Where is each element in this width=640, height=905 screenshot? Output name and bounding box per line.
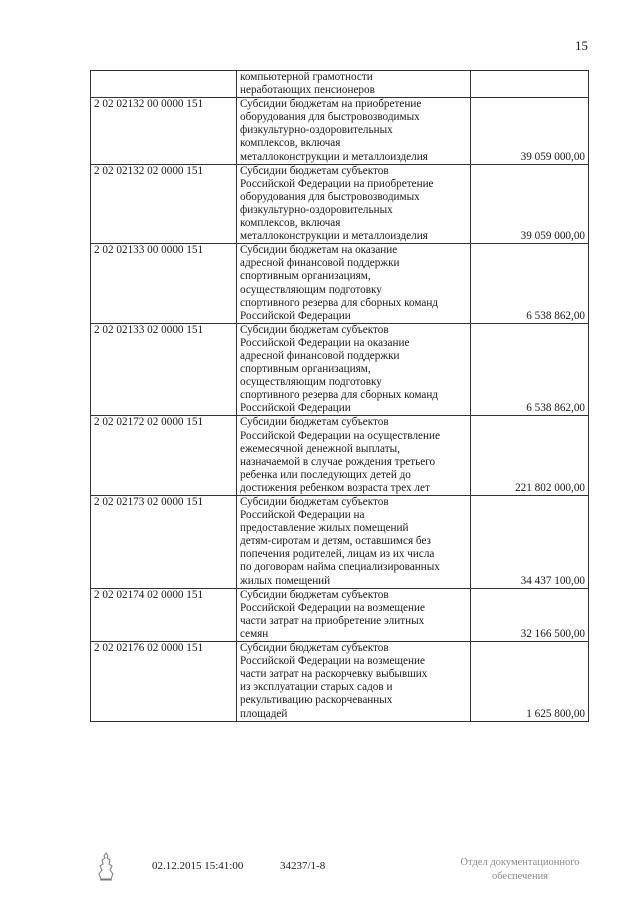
- description-line: Субсидии бюджетам субъектов: [240, 496, 389, 508]
- table-row: [91, 244, 589, 324]
- description-line: Российской Федерации на оказание: [240, 336, 410, 349]
- table-row: [91, 71, 589, 98]
- table-row: [91, 323, 589, 416]
- description-line: оборудования для быстровозводимых: [240, 190, 420, 203]
- description-line: металлоконструкции и металлоизделия: [240, 230, 428, 243]
- budget-code-cell: 2 02 02176 02 0000 151: [91, 642, 237, 722]
- description-line: Российской Федерации на осуществление: [240, 429, 440, 442]
- description-line: по договорам найма специализированных: [240, 561, 440, 574]
- description-line: физкультурно-оздоровительных: [240, 203, 393, 216]
- description-line: жилых помещений: [240, 574, 331, 587]
- budget-code-cell: 2 02 02132 02 0000 151: [91, 164, 237, 244]
- stamp-line-2: обеспечения: [491, 871, 549, 882]
- budget-code-cell: 2 02 02133 00 0000 151: [91, 244, 237, 324]
- table-row: [91, 642, 589, 722]
- table-body: [91, 71, 589, 722]
- description-line: Субсидии бюджетам субъектов: [240, 588, 389, 601]
- description-line: части затрат на приобретение элитных: [240, 614, 425, 627]
- amount-cell: 1 625 800,00: [471, 642, 589, 722]
- description-cell: [237, 323, 471, 416]
- footer-reference: 34237/1-8: [280, 860, 326, 872]
- description-cell: [237, 588, 471, 641]
- amount-cell: 34 437 100,00: [471, 496, 589, 589]
- coat-of-arms-icon: [96, 852, 116, 882]
- description-line: оборудования для быстровозводимых: [240, 111, 420, 124]
- description-line: Субсидии бюджетам субъектов: [240, 323, 389, 336]
- description-line: адресной финансовой поддержки: [240, 349, 400, 362]
- description-line: ежемесячной денежной выплаты,: [240, 442, 400, 455]
- description-line: семян: [240, 627, 269, 640]
- description-cell: [237, 71, 471, 98]
- amount-cell: 6 538 862,00: [471, 323, 589, 416]
- description-cell: [237, 496, 471, 589]
- description-line: спортивного резерва для сборных команд: [240, 389, 438, 402]
- budget-code-cell: 2 02 02172 02 0000 151: [91, 416, 237, 496]
- description-line: комплексов, включая: [240, 217, 341, 230]
- description-line: осуществляющим подготовку: [240, 283, 382, 296]
- description-line: неработающих пенсионеров: [240, 84, 375, 97]
- budget-code-cell: 2 02 02132 00 0000 151: [91, 98, 237, 164]
- description-line: ребенка или последующих детей до: [240, 468, 411, 481]
- description-line: Российской Федерации: [240, 309, 351, 322]
- budget-code-cell: 2 02 02133 02 0000 151: [91, 323, 237, 416]
- table-row: [91, 416, 589, 496]
- description-line: Субсидии бюджетам субъектов: [240, 164, 389, 177]
- description-line: Российской Федерации на: [240, 509, 365, 522]
- table-row: [91, 164, 589, 244]
- amount-cell: 32 166 500,00: [471, 588, 589, 641]
- description-line: части затрат на раскорчевку выбывших: [240, 668, 428, 681]
- description-cell: [237, 416, 471, 496]
- description-line: попечения родителей, лицам из их числа: [240, 548, 435, 561]
- description-cell: [237, 244, 471, 324]
- description-line: спортивным организациям,: [240, 363, 371, 376]
- description-cell: [237, 642, 471, 722]
- department-stamp: [440, 856, 600, 884]
- description-line: компьютерной грамотности: [240, 71, 373, 83]
- description-line: из эксплуатации старых садов и: [240, 681, 393, 694]
- description-line: площадей: [240, 707, 288, 720]
- amount-cell: 39 059 000,00: [471, 98, 589, 164]
- stamp-line-1: Отдел документационного: [460, 857, 580, 868]
- description-line: физкультурно-оздоровительных: [240, 124, 393, 137]
- description-line: достижения ребенком возраста трех лет: [240, 481, 430, 494]
- description-line: Субсидии бюджетам субъектов: [240, 416, 389, 429]
- description-line: Субсидии бюджетам на оказание: [240, 244, 398, 257]
- table-row: [91, 588, 589, 641]
- amount-cell: [471, 71, 589, 98]
- budget-code-cell: 2 02 02174 02 0000 151: [91, 588, 237, 641]
- description-line: металлоконструкции и металлоизделия: [240, 150, 428, 163]
- description-line: спортивного резерва для сборных команд: [240, 296, 438, 309]
- budget-code-cell: [91, 71, 237, 98]
- footer-datetime: 02.12.2015 15:41:00: [152, 860, 244, 872]
- description-line: Субсидии бюджетам на приобретение: [240, 98, 422, 111]
- description-line: Российской Федерации на возмещение: [240, 655, 425, 668]
- description-line: осуществляющим подготовку: [240, 376, 382, 389]
- budget-code-cell: 2 02 02173 02 0000 151: [91, 496, 237, 589]
- description-line: адресной финансовой поддержки: [240, 257, 400, 270]
- amount-cell: 221 802 000,00: [471, 416, 589, 496]
- amount-cell: 6 538 862,00: [471, 244, 589, 324]
- description-line: Российской Федерации на возмещение: [240, 601, 425, 614]
- description-line: предоставление жилых помещений: [240, 522, 409, 535]
- budget-table: [90, 70, 589, 722]
- description-line: комплексов, включая: [240, 137, 341, 150]
- description-line: детям-сиротам и детям, оставшимся без: [240, 535, 431, 548]
- amount-cell: 39 059 000,00: [471, 164, 589, 244]
- description-line: Субсидии бюджетам субъектов: [240, 642, 389, 655]
- description-line: спортивным организациям,: [240, 270, 371, 283]
- table-row: [91, 98, 589, 164]
- description-cell: [237, 164, 471, 244]
- description-cell: [237, 98, 471, 164]
- description-line: Российской Федерации на приобретение: [240, 177, 434, 190]
- table-row: [91, 496, 589, 589]
- page-number: 15: [575, 38, 588, 53]
- description-line: Российской Федерации: [240, 402, 351, 415]
- description-line: рекультивацию раскорчеванных: [240, 694, 393, 707]
- description-line: назначаемой в случае рождения третьего: [240, 455, 436, 468]
